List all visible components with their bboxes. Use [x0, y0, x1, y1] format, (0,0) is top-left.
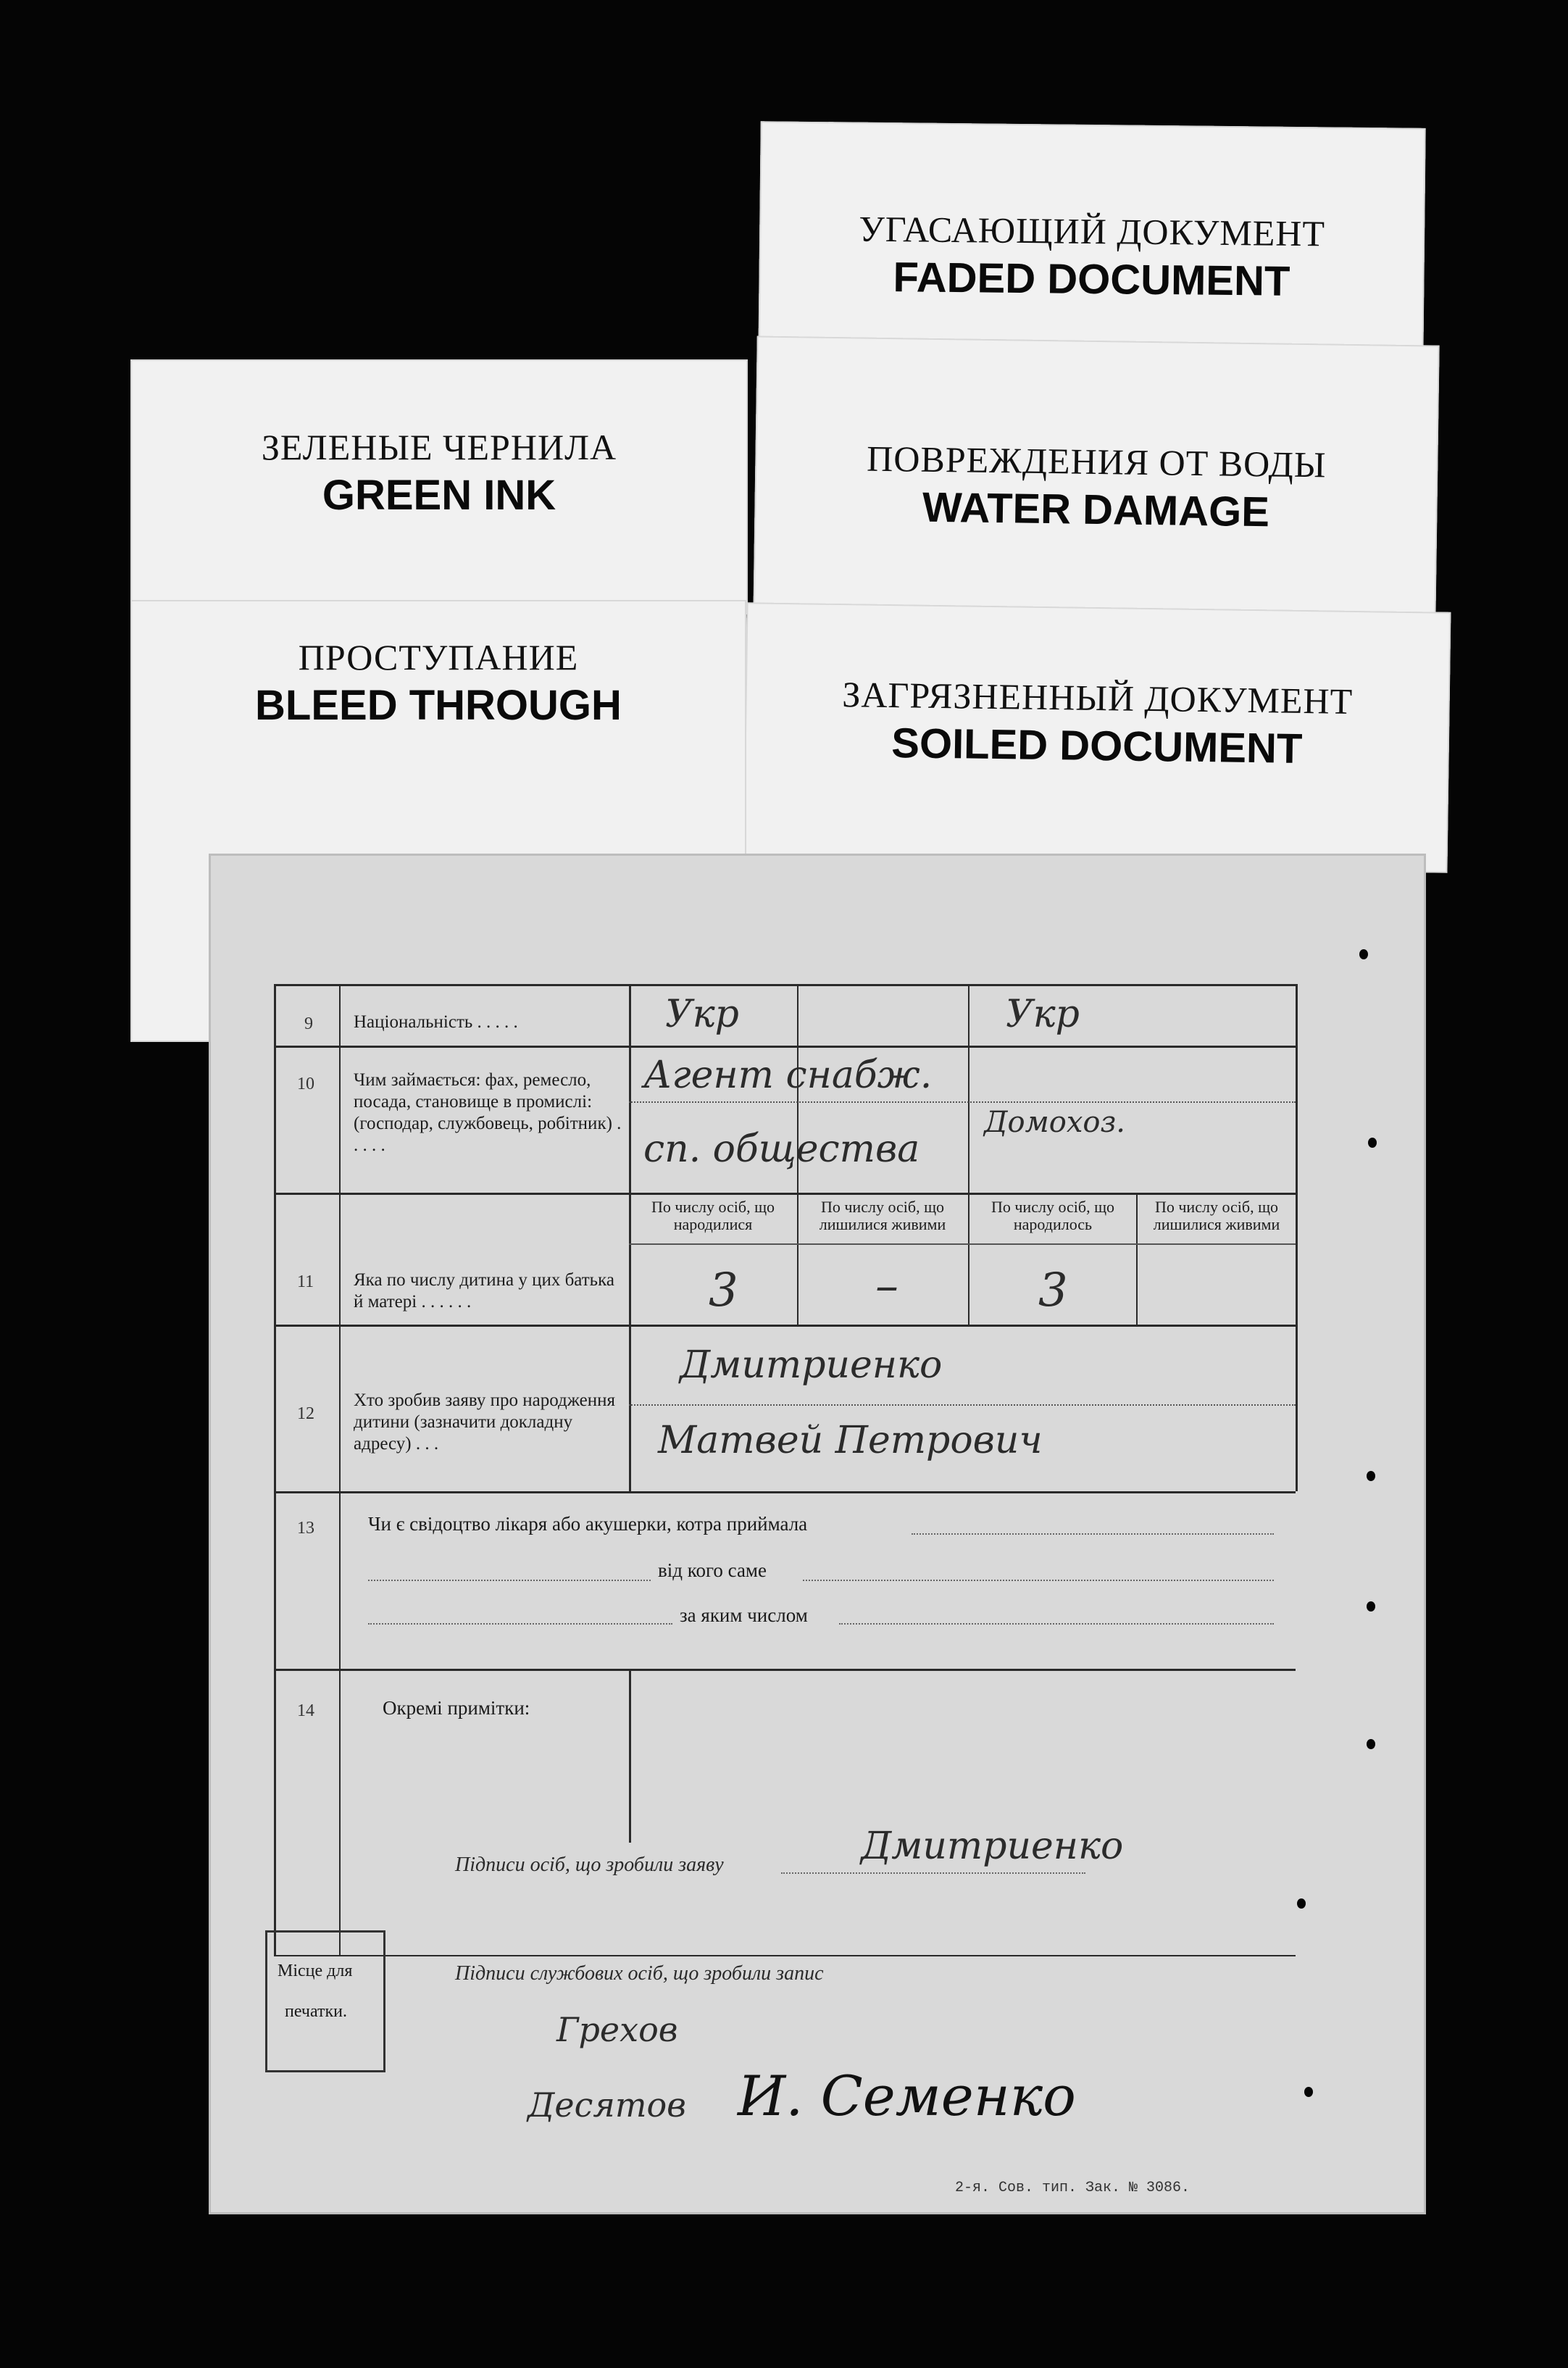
row-10-number: 10: [297, 1075, 314, 1093]
row-14-label: Окремі примітки:: [383, 1697, 530, 1719]
row-13-line-3a: [368, 1623, 672, 1625]
faded-document-card: [758, 121, 1425, 367]
soiled-card-en-label: SOILED DOCUMENT: [891, 720, 1303, 772]
row-11-header-bottom: [629, 1243, 1296, 1245]
punch-hole: [1359, 949, 1368, 959]
green-card-ru-label: ЗЕЛЕНЫЕ ЧЕРНИЛА: [261, 427, 617, 467]
green-ink-card: [130, 359, 748, 614]
official-signature-3: И. Семенко: [738, 2064, 1076, 2128]
stamp-place-box: [265, 1930, 385, 2072]
official-signature-2: Десятов: [527, 2085, 686, 2125]
row-13-line-2b: [803, 1580, 1274, 1581]
row-13-line-3b: [839, 1623, 1274, 1625]
row-10-bottom: [274, 1193, 1296, 1195]
punch-hole: [1304, 2087, 1313, 2097]
row-12-bottom: [274, 1491, 1296, 1493]
row-11-header-mother-born: По числу осіб, що народилось: [991, 1198, 1115, 1233]
water-card-ru-label: ПОВРЕЖДЕНИЯ ОТ ВОДЫ: [866, 438, 1327, 485]
official-signature-1: Грехов: [556, 2010, 678, 2049]
father-children-alive-handwriting: –: [875, 1259, 898, 1313]
table-number-column-border: [339, 984, 341, 1955]
row-13-bottom: [274, 1669, 1296, 1671]
row-13-number: 13: [297, 1519, 314, 1538]
row-12-number: 12: [297, 1404, 314, 1423]
father-occupation-handwriting-2: сп. общества: [643, 1127, 920, 1171]
form-table: [274, 984, 1280, 2071]
row-10-label: Чим займається: фах, ремесло, посада, становище в промислі: (господар, службовець, робітник) . . . . .: [354, 1070, 622, 1155]
declarant-signature-line: [781, 1872, 1085, 1874]
table-right-border: [1296, 984, 1298, 1491]
mother-children-born-handwriting: 3: [1038, 1264, 1068, 1317]
mother-occupation-handwriting: Домохоз.: [984, 1106, 1126, 1139]
row-11-header-father-born: По числу осіб, що народилися: [651, 1198, 775, 1233]
row-11-bottom: [274, 1325, 1296, 1327]
green-card-en-label: GREEN INK: [322, 472, 556, 519]
row-9-label: Національність . . . . .: [354, 1012, 518, 1032]
table-mother-sub-divider: [1136, 1194, 1138, 1325]
punch-hole: [1367, 1601, 1375, 1612]
printer-footer: 2-я. Сов. тип. Зак. № 3086.: [955, 2180, 1190, 2196]
row-13-line-2a: [368, 1580, 651, 1581]
table-label-column-border: [629, 984, 631, 1491]
table-left-border: [274, 984, 276, 1955]
bleed-card-en-label: BLEED THROUGH: [255, 682, 622, 729]
table-top-border: [274, 984, 1296, 986]
row-13-from-whom: від кого саме: [658, 1559, 767, 1581]
water-damage-card: [753, 335, 1439, 628]
declarant-signatures-label: Підписи осіб, що зробили заяву: [455, 1854, 724, 1876]
table-notes-column-border: [629, 1669, 631, 1843]
row-10-mid-dotted: [629, 1100, 1296, 1103]
row-12-mid-dotted: [629, 1403, 1296, 1406]
row-13-line-1: [912, 1533, 1274, 1535]
bleed-card-ru-label: ПРОСТУПАНИЕ: [298, 637, 579, 678]
soiled-document-card: [743, 602, 1451, 873]
table-mother-column-border: [968, 984, 969, 1325]
row-13-which-number: за яким числом: [680, 1604, 808, 1626]
row-13-label: Чи є свідоцтво лікаря або акушерки, котра приймала: [368, 1513, 808, 1535]
soiled-card-ru-label: ЗАГРЯЗНЕННЫЙ ДОКУМЕНТ: [841, 674, 1354, 722]
faded-card-en-label: FADED DOCUMENT: [893, 254, 1290, 305]
row-9-number: 9: [304, 1014, 313, 1033]
declarant-name-handwriting-1: Дмитриенко: [680, 1343, 943, 1387]
row-11-header-mother-alive: По числу осіб, що лишилися живими: [1153, 1198, 1280, 1233]
row-11-label: Яка по числу дитина у цих батька й матері . . . . . .: [354, 1270, 614, 1312]
row-11-number: 11: [297, 1272, 314, 1291]
row-14-number: 14: [297, 1701, 314, 1720]
row-12-label: Хто зробив заяву про народження дитини (зазначити докладну адресу) . . .: [354, 1391, 615, 1454]
stamp-place-label-2: печатки.: [285, 2002, 347, 2021]
row-11-header-father-alive: По числу осіб, що лишилися живими: [819, 1198, 946, 1233]
father-nationality-handwriting: Укр: [665, 993, 739, 1036]
mother-nationality-handwriting: Укр: [1006, 993, 1080, 1036]
water-card-en-label: WATER DAMAGE: [922, 483, 1270, 536]
punch-hole: [1367, 1739, 1375, 1749]
punch-hole: [1367, 1471, 1375, 1481]
father-children-born-handwriting: 3: [709, 1264, 738, 1317]
birth-record-form: [209, 854, 1426, 2214]
declarant-signature-handwriting: Дмитриенко: [861, 1825, 1124, 1868]
table-father-sub-divider: [797, 1194, 798, 1325]
punch-hole: [1297, 1898, 1306, 1909]
father-occupation-handwriting-1: Агент снабж.: [643, 1054, 933, 1097]
declarant-name-handwriting-2: Матвей Петрович: [658, 1419, 1043, 1462]
faded-card-ru-label: УГАСАЮЩИЙ ДОКУМЕНТ: [859, 208, 1326, 254]
stamp-place-label-1: Місце для: [278, 1961, 353, 1980]
row-14-bottom: [274, 1955, 1296, 1956]
official-signatures-label: Підписи службових осіб, що зробили запис: [455, 1962, 824, 1985]
punch-hole: [1368, 1138, 1377, 1148]
row-9-bottom: [274, 1046, 1296, 1048]
